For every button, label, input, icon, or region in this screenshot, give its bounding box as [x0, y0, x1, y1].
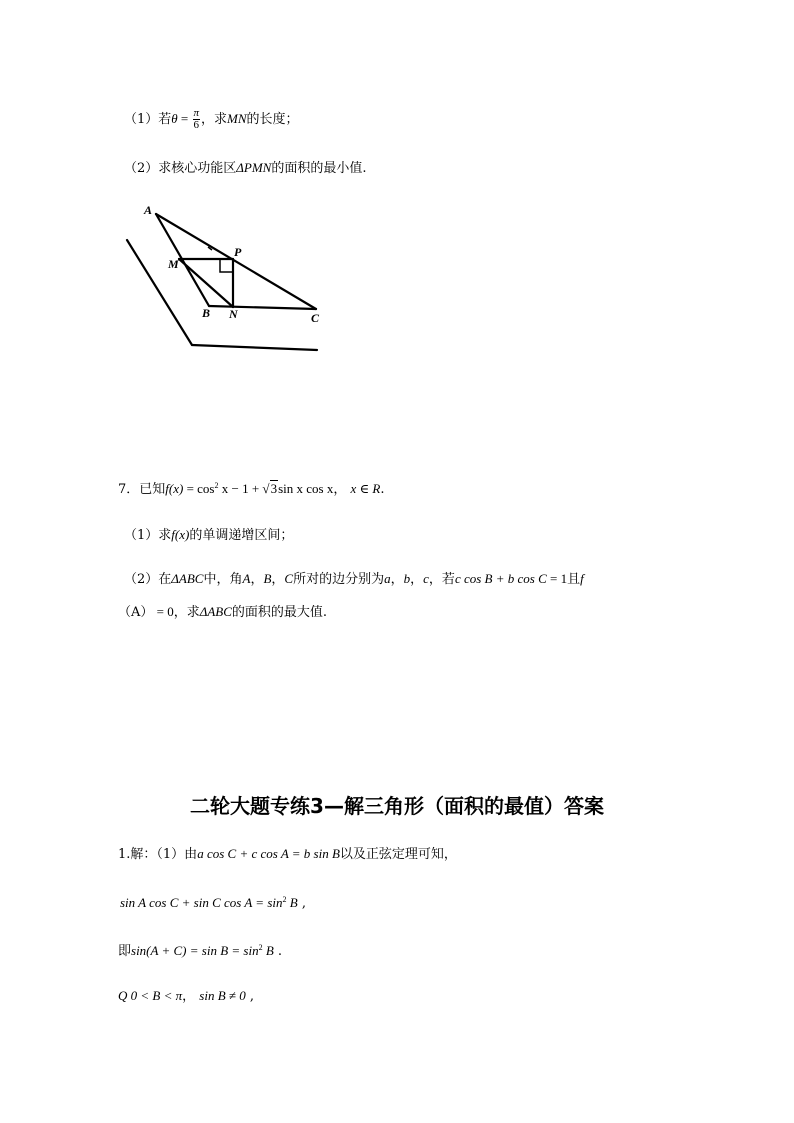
segment-bc: [209, 306, 316, 309]
label-a: A: [144, 203, 153, 217]
label-n: N: [229, 307, 238, 321]
q6-part2: （2）求核心功能区ΔPMN的面积的最小值.: [124, 160, 367, 176]
answer-line-1: 1.解：（1）由a cos C + c cos A = b sin B以及正弦定理可知，: [118, 846, 457, 862]
geometry-figure: [110, 196, 350, 366]
q6-part1: （1）若θ = $\frac{\pi}{6}$ ，求MN的长度；: [124, 107, 299, 131]
q7-part2-cont: （A） = 0，求ΔABC的面积的最大值.: [118, 604, 328, 620]
q7-part1: （1）求f(x)的单调递增区间；: [124, 527, 294, 543]
sqrt-three: 3: [270, 481, 278, 496]
theta-symbol: θ: [171, 111, 178, 126]
label-c: C: [311, 311, 320, 325]
boundary-bottom: [192, 345, 317, 350]
answer-line-2: sin A cos C + sin C $\cos A = \sin^2 B$ ,: [120, 895, 306, 911]
segment-ac: [156, 214, 316, 309]
pi-over-six: $\frac{\pi}{6}$: [193, 107, 200, 131]
q7-part2: （2）在ΔABC中，角A，B，C所对的边分别为a，b，c，若c cos B + b cos C = 1且f: [124, 571, 584, 587]
answer-line-3: 即$\sin(A + C) = \sin B = \sin^2 B$ .: [118, 943, 283, 959]
answer-line-4: Q 0 < B < π， sin B ≠ 0 ,: [118, 988, 255, 1004]
answer-title: 二轮大题专练3—解三角形（面积的最值）答案: [190, 794, 604, 818]
boundary-left: [127, 240, 192, 345]
right-angle-mark: [220, 259, 233, 272]
label-m: M: [168, 257, 179, 271]
label-b: B: [202, 306, 211, 320]
q7-stem: 7．已知$f(x) = \cos^2 x - 1 + √3\sin$ x cos x， x ∈ R.: [118, 481, 385, 497]
label-p: P: [234, 245, 242, 259]
